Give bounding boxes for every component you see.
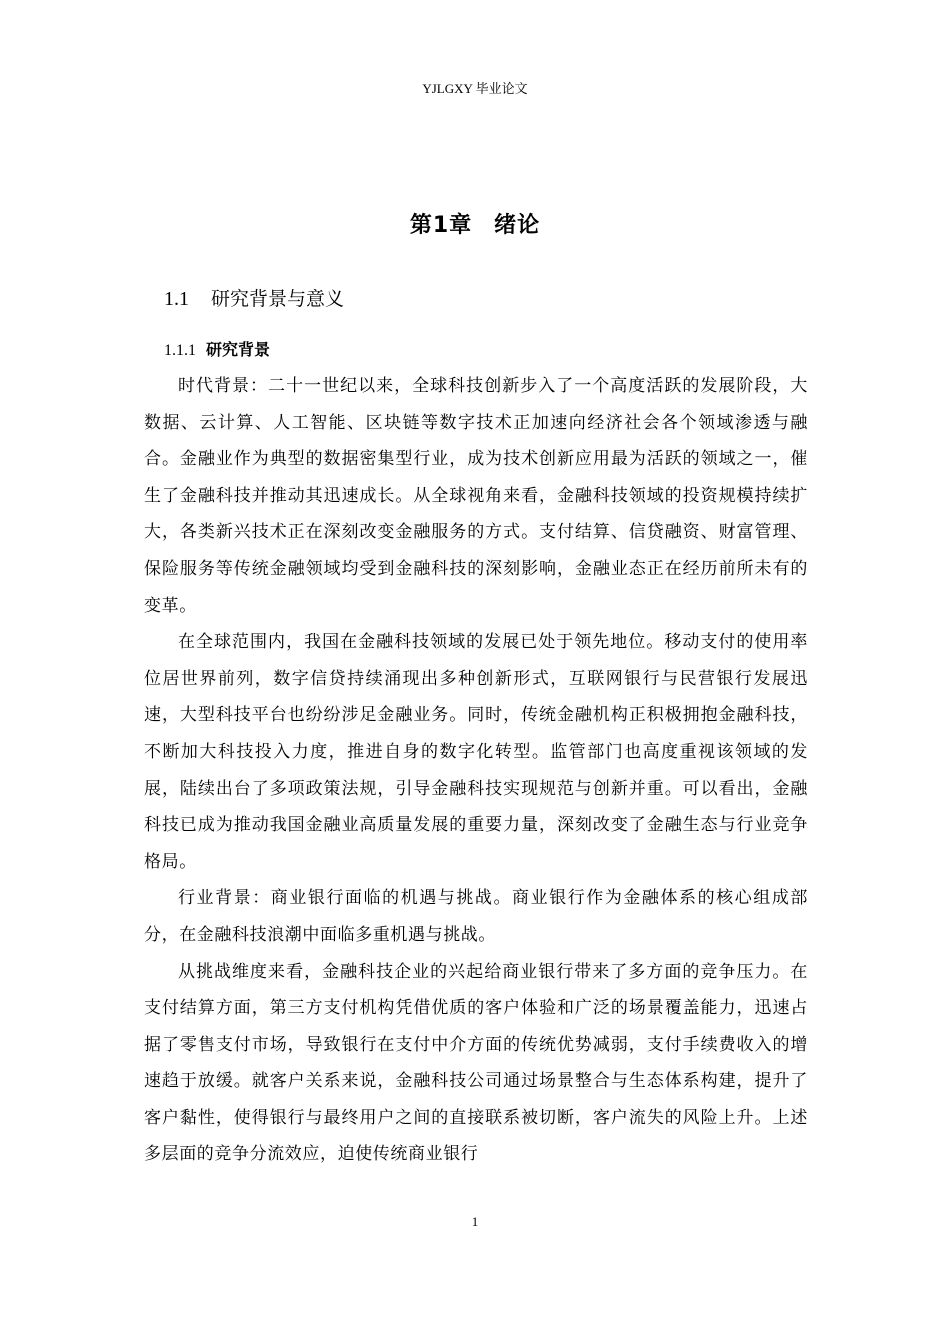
subsection-heading bbox=[164, 337, 270, 360]
section-number: 1.1 bbox=[164, 288, 189, 310]
subsection-number: 1.1.1 bbox=[164, 342, 196, 359]
section-heading bbox=[164, 284, 344, 311]
subsection-name: 研究背景 bbox=[206, 340, 271, 359]
chapter-number: 第1章 bbox=[409, 213, 473, 238]
paragraph: 在全球范围内，我国在金融科技领域的发展已处于领先地位。移动支付的使用率位居世界前列，数字信贷持续涌现出多种创新形式，互联网银行与民营银行发展迅速，大型科技平台也纷纷涉足金融业务。同时，传统金融机构正积极拥抱金融科技，不断加大科技投入力度，推进自身的数字化转型。监管部门也高度重视该领域的发展，陆续出台了多项政策法规，引导金融科技实现规范与创新并重。可以看出，金融科技已成为推动我国金融业高质量发展的重要力量，深刻改变了金融生态与行业竞争格局。 bbox=[144, 632, 808, 872]
paragraph: 时代背景：二十一世纪以来，全球科技创新步入了一个高度活跃的发展阶段，大数据、云计算、人工智能、区块链等数字技术正加速向经济社会各个领域渗透与融合。金融业作为典型的数据密集型行业，成为技术创新应用最为活跃的领域之一，催生了金融科技并推动其迅速成长。从全球视角来看，金融科技领域的投资规模持续扩大，各类新兴技术正在深刻改变金融服务的方式。支付结算、信贷融资、财富管理、保险服务等传统金融领域均受到金融科技的深刻影响，金融业态正在经历前所未有的变革。 bbox=[144, 376, 808, 616]
paragraph: 从挑战维度来看，金融科技企业的兴起给商业银行带来了多方面的竞争压力。在支付结算方面，第三方支付机构凭借优质的客户体验和广泛的场景覆盖能力，迅速占据了零售支付市场，导致银行在支付中介方面的传统优势减弱，支付手续费收入的增速趋于放缓。就客户关系来说，金融科技公司通过场景整合与生态体系构建，提升了客户黏性，使得银行与最终用户之间的直接联系被切断，客户流失的风险上升。上述多层面的竞争分流效应，迫使传统商业银行 bbox=[144, 961, 808, 1165]
chapter-name: 绪论 bbox=[494, 213, 541, 238]
chapter-title bbox=[0, 208, 950, 239]
body-text bbox=[144, 368, 808, 1173]
page-number: 1 bbox=[471, 1214, 479, 1229]
section-name: 研究背景与意义 bbox=[211, 288, 345, 310]
page-header: YJLGXY 毕业论文 bbox=[422, 81, 528, 96]
paragraph: 行业背景：商业银行面临的机遇与挑战。商业银行作为金融体系的核心组成部分，在金融科技浪潮中面临多重机遇与挑战。 bbox=[144, 888, 808, 945]
